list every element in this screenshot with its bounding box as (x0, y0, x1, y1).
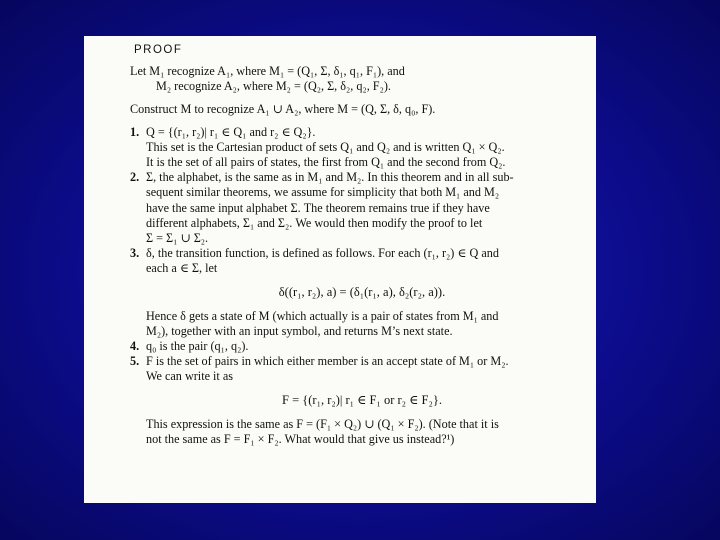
item-number: 2. (130, 170, 140, 185)
item-1-line-1: Q = {(r₁, r₂)| r₁ ∈ Q₁ and r₂ ∈ Q₂}. (146, 124, 316, 139)
list-item-1 (130, 125, 578, 171)
item-3-after-1: Hence δ gets a state of M (which actually is a pair of states from M₁ and (146, 308, 499, 323)
document-page (84, 36, 596, 503)
list-item-3 (130, 246, 578, 339)
item-5-after-2: not the same as F = F₁ × F₂. What would that give us instead?¹) (146, 431, 455, 446)
item-number: 4. (130, 339, 140, 354)
item-5-line-1: F is the set of pairs in which either member is an accept state of M₁ or M₂. (146, 354, 509, 369)
item-1-line-3: It is the set of all pairs of states, the first from Q₁ and the second from Q₂. (146, 155, 506, 170)
list-item-4 (130, 339, 578, 354)
accept-states-formula: F = {(r₁, r₂)| r₁ ∈ F₁ or r₂ ∈ F₂}. (282, 392, 442, 407)
item-3-line-1: δ, the transition function, is defined as follows. For each (r₁, r₂) ∈ Q and (146, 246, 499, 261)
item-number: 5. (130, 354, 140, 369)
item-2-line-5: Σ = Σ₁ ∪ Σ₂. (146, 231, 209, 246)
intro-line-1: Let M₁ recognize A₁, where M₁ = (Q₁, Σ, δ₁, q₁, F₁), and (130, 64, 405, 78)
intro-line-2: M₂ recognize A₂, where M₂ = (Q₂, Σ, δ₂, q₂, F₂). (156, 79, 391, 94)
item-5-after-1: This expression is the same as F = (F₁ × Q₂) ∪ (Q₁ × F₂). (Note that it is (146, 416, 499, 431)
item-5-line-2: We can write it as (146, 369, 234, 384)
item-3-line-2: each a ∈ Σ, let (146, 261, 218, 276)
item-4-line-1: q₀ is the pair (q₁, q₂). (146, 339, 249, 354)
item-3-after-2: M₂), together with an input symbol, and returns M’s next state. (146, 323, 453, 338)
item-2-line-3: have the same input alphabet Σ. The theorem remains true if they have (146, 200, 490, 215)
item-2-line-4: different alphabets, Σ₁ and Σ₂. We would then modify the proof to let (146, 215, 483, 230)
item-2-line-1: Σ, the alphabet, is the same as in M₁ and M₂. In this theorem and in all sub- (146, 170, 514, 185)
proof-heading: PROOF (134, 44, 183, 56)
construct-line: Construct M to recognize A₁ ∪ A₂, where M = (Q, Σ, δ, q₀, F). (130, 102, 436, 117)
item-1-line-2: This set is the Cartesian product of sets Q₁ and Q₂ and is written Q₁ × Q₂. (146, 139, 505, 154)
item-number: 1. (130, 124, 140, 139)
list-item-2 (130, 170, 578, 246)
list-item-5 (130, 354, 578, 447)
item-2-line-2: sequent similar theorems, we assume for simplicity that both M₁ and M₂ (146, 185, 500, 200)
item-number: 3. (130, 246, 140, 261)
transition-formula: δ((r₁, r₂), a) = (δ₁(r₁, a), δ₂(r₂, a)). (278, 284, 446, 299)
